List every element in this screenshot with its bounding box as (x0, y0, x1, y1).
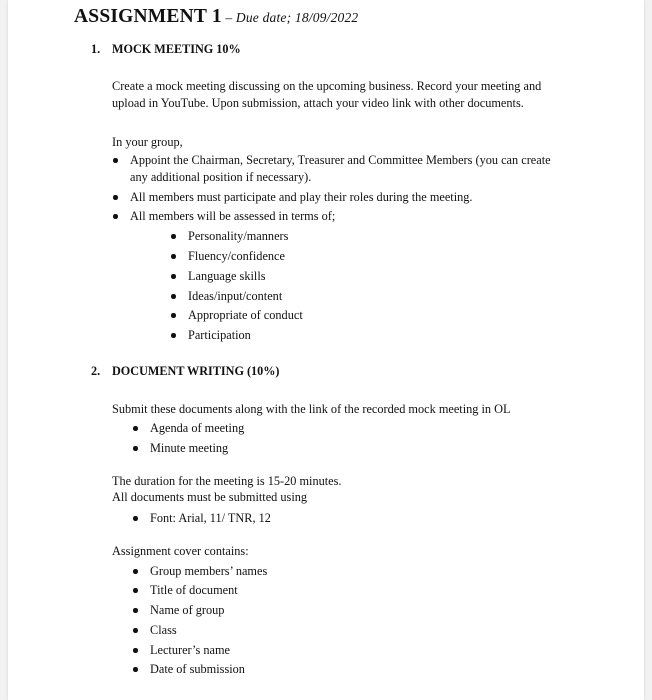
criteria-text: Ideas/input/content (188, 289, 283, 303)
submit-using-text: All documents must be submitted using (112, 490, 308, 504)
bullet-dot (171, 274, 176, 279)
cover-item-text: Group members’ names (150, 564, 268, 578)
criteria-text: Appropriate of conduct (188, 308, 303, 322)
bullet-dot (171, 254, 176, 259)
section1-heading: MOCK MEETING 10% (112, 42, 241, 56)
cover-label: Assignment cover contains: (112, 544, 249, 558)
bullet-dot (133, 426, 138, 431)
list-item-text: Appoint the Chairman, Secretary, Treasurer and Committee Members (you can create (130, 153, 551, 167)
bullet-dot (133, 648, 138, 653)
cover-item-text: Date of submission (150, 662, 245, 676)
bullet-dot (171, 313, 176, 318)
bullet-dot (171, 294, 176, 299)
cover-item-text: Name of group (150, 603, 225, 617)
bullet-dot (171, 333, 176, 338)
bullet-dot (133, 446, 138, 451)
list-item-text: All members must participate and play their roles during the meeting. (130, 190, 473, 204)
document-text: Minute meeting (150, 441, 229, 455)
section2-heading: DOCUMENT WRITING (10%) (112, 364, 280, 378)
criteria-text: Participation (188, 328, 251, 342)
bullet-dot (133, 628, 138, 633)
criteria-text: Personality/manners (188, 229, 289, 243)
title-text: ASSIGNMENT 1 (74, 6, 222, 27)
font-item-text: Font: Arial, 11/ TNR, 12 (150, 511, 271, 525)
bullet-dot (133, 608, 138, 613)
bullet-dot (133, 667, 138, 672)
section2-number: 2. (91, 364, 101, 378)
cover-item-text: Lecturer’s name (150, 643, 231, 657)
list-item-text: All members will be assessed in terms of; (130, 209, 336, 223)
bullet-dot (133, 588, 138, 593)
bullet-dot (133, 516, 138, 521)
cover-item-text: Class (150, 623, 177, 637)
group-label: In your group, (112, 135, 183, 149)
list-item-continuation: any additional position if necessary). (130, 170, 312, 184)
submit-text: Submit these documents along with the link of the recorded mock meeting in OL (112, 402, 511, 416)
due-date: – Due date; 18/09/2022 (221, 10, 359, 25)
document-page (8, 0, 644, 700)
section1-number: 1. (91, 42, 101, 56)
bullet-dot (113, 195, 118, 200)
duration-text: The duration for the meeting is 15-20 minutes. (112, 474, 342, 488)
bullet-dot (133, 569, 138, 574)
section1-intro-line2: upload in YouTube. Upon submission, attach your video link with other documents. (112, 96, 524, 110)
assignment-title (74, 6, 358, 28)
bullet-dot (113, 214, 118, 219)
cover-item-text: Title of document (150, 583, 238, 597)
criteria-text: Fluency/confidence (188, 249, 285, 263)
bullet-dot (171, 234, 176, 239)
document-text: Agenda of meeting (150, 421, 245, 435)
section1-intro-line1: Create a mock meeting discussing on the upcoming business. Record your meeting and (112, 79, 542, 93)
bullet-dot (113, 158, 118, 163)
criteria-text: Language skills (188, 269, 266, 283)
